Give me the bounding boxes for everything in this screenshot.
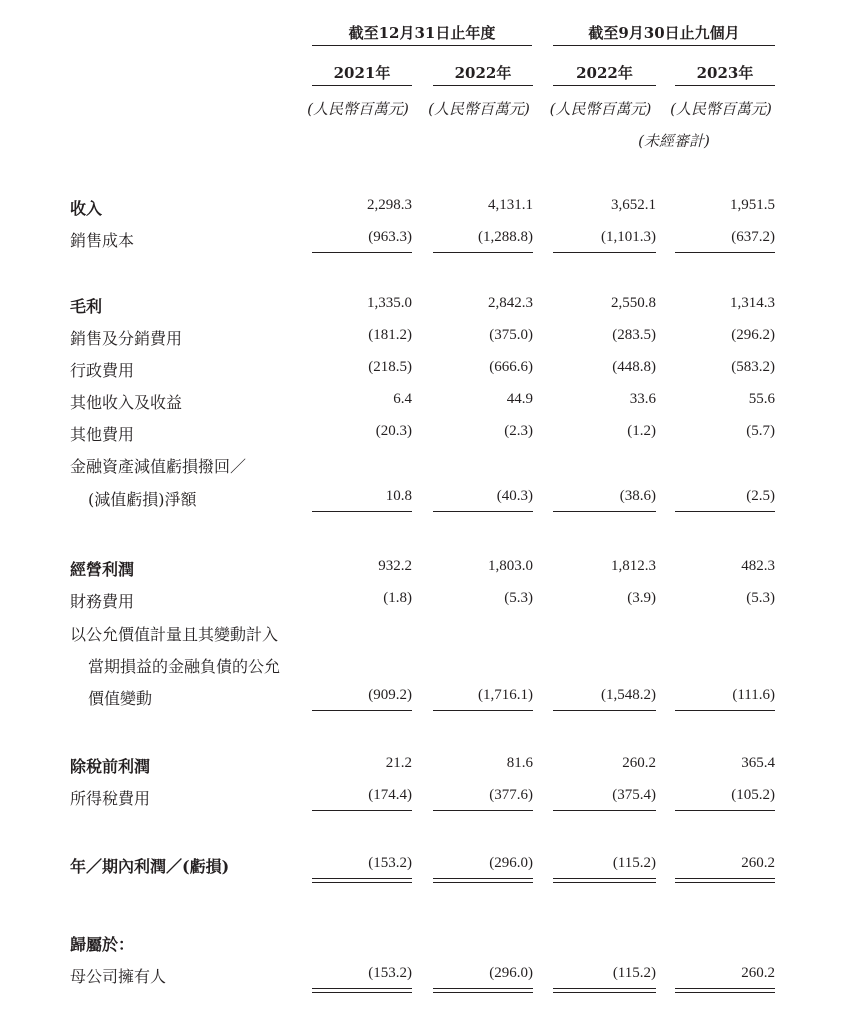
cell-value: (218.5): [368, 359, 412, 375]
row-label: 財務費用: [70, 592, 135, 611]
cell-value: (296.0): [489, 855, 533, 871]
year-header: 2022年: [576, 64, 633, 82]
cell-value: (448.8): [612, 359, 656, 375]
cell-value: (40.3): [496, 488, 533, 504]
subtotal-rule: [675, 511, 775, 512]
cell-value: (115.2): [612, 855, 656, 871]
year-rule: [433, 85, 533, 86]
cell-value: 260.2: [741, 855, 775, 871]
cell-value: 4,131.1: [488, 197, 533, 213]
cell-value: (5.3): [504, 590, 533, 606]
row-label: 以公允價值計量且其變動計入: [70, 625, 279, 644]
cell-value: 21.2: [385, 755, 412, 771]
total-double-rule: [312, 988, 412, 993]
cell-value: (5.3): [746, 590, 775, 606]
row-label: 母公司擁有人: [70, 967, 167, 986]
subtotal-rule: [553, 252, 656, 253]
row-label: 其他費用: [70, 425, 135, 444]
year-header: 2021年: [333, 64, 391, 82]
header-rule: [553, 45, 775, 46]
subtotal-rule: [312, 511, 412, 512]
row-label: 當期損益的金融負債的公允: [88, 657, 281, 676]
row-label: 收入: [70, 199, 103, 218]
cell-value: 81.6: [506, 755, 533, 771]
cell-value: (181.2): [368, 327, 412, 343]
cell-value: (20.3): [375, 423, 412, 439]
row-label: 銷售成本: [70, 231, 135, 250]
year-rule: [675, 85, 775, 86]
cell-value: (1.2): [627, 423, 656, 439]
subtotal-rule: [433, 810, 533, 811]
unit-label: (人民幣百萬元): [428, 100, 530, 118]
total-double-rule: [433, 988, 533, 993]
row-label: 金融資產減值虧損撥回／: [70, 457, 247, 476]
total-double-rule: [312, 878, 412, 883]
unit-label: (人民幣百萬元): [549, 100, 652, 118]
subtotal-rule: [675, 810, 775, 811]
subtotal-rule: [433, 252, 533, 253]
row-label: 歸屬於：: [70, 935, 135, 954]
total-double-rule: [553, 878, 656, 883]
row-label: 除稅前利潤: [70, 757, 151, 776]
cell-value: (111.6): [732, 687, 775, 703]
cell-value: (115.2): [612, 965, 656, 981]
cell-value: 1,803.0: [488, 558, 533, 574]
total-double-rule: [553, 988, 656, 993]
row-label: 年／期內利潤／(虧損): [70, 857, 230, 876]
row-label: 價值變動: [88, 689, 153, 708]
subtotal-rule: [433, 710, 533, 711]
cell-value: 2,550.8: [611, 295, 656, 311]
row-label: (減值虧損)淨額: [88, 490, 197, 509]
cell-value: (1,101.3): [601, 229, 656, 245]
cell-value: (583.2): [731, 359, 775, 375]
header-rule: [312, 45, 532, 46]
cell-value: (2.5): [746, 488, 775, 504]
cell-value: (909.2): [368, 687, 412, 703]
year-rule: [312, 85, 412, 86]
subtotal-rule: [675, 710, 775, 711]
cell-value: (153.2): [368, 965, 412, 981]
cell-value: 365.4: [741, 755, 775, 771]
row-label: 銷售及分銷費用: [70, 329, 183, 348]
year-header: 2022年: [454, 64, 512, 82]
cell-value: 6.4: [393, 391, 412, 407]
cell-value: (296.0): [489, 965, 533, 981]
subtotal-rule: [312, 710, 412, 711]
row-label: 經營利潤: [70, 560, 135, 579]
row-label: 行政費用: [70, 361, 135, 380]
subtotal-rule: [675, 252, 775, 253]
cell-value: (963.3): [368, 229, 412, 245]
subtotal-rule: [553, 710, 656, 711]
cell-value: (283.5): [612, 327, 656, 343]
cell-value: 2,298.3: [367, 197, 412, 213]
cell-value: (1,288.8): [478, 229, 533, 245]
cell-value: (153.2): [368, 855, 412, 871]
cell-value: 2,842.3: [488, 295, 533, 311]
cell-value: 1,335.0: [367, 295, 412, 311]
row-label: 毛利: [70, 297, 103, 316]
cell-value: (5.7): [746, 423, 775, 439]
cell-value: (2.3): [504, 423, 533, 439]
cell-value: (637.2): [731, 229, 775, 245]
cell-value: (377.6): [489, 787, 533, 803]
total-double-rule: [433, 878, 533, 883]
cell-value: 10.8: [385, 488, 412, 504]
subtotal-rule: [312, 252, 412, 253]
subtotal-rule: [553, 511, 656, 512]
cell-value: (296.2): [731, 327, 775, 343]
cell-value: (38.6): [619, 488, 656, 504]
cell-value: (1,716.1): [478, 687, 533, 703]
cell-value: 44.9: [506, 391, 533, 407]
total-double-rule: [675, 988, 775, 993]
period-header-fy: 截至12月31日止年度: [348, 24, 496, 42]
total-double-rule: [675, 878, 775, 883]
cell-value: 1,951.5: [730, 197, 775, 213]
unaudited-label: (未經審計): [638, 132, 710, 150]
row-label: 所得稅費用: [70, 789, 151, 808]
subtotal-rule: [433, 511, 533, 512]
cell-value: (1.8): [383, 590, 412, 606]
cell-value: 260.2: [741, 965, 775, 981]
cell-value: (174.4): [368, 787, 412, 803]
cell-value: 932.2: [378, 558, 412, 574]
cell-value: 33.6: [629, 391, 656, 407]
subtotal-rule: [312, 810, 412, 811]
unit-label: (人民幣百萬元): [307, 100, 409, 118]
cell-value: 1,314.3: [730, 295, 775, 311]
cell-value: (105.2): [731, 787, 775, 803]
cell-value: 3,652.1: [611, 197, 656, 213]
cell-value: 55.6: [748, 391, 775, 407]
year-header: 2023年: [696, 64, 754, 82]
cell-value: (375.0): [489, 327, 533, 343]
cell-value: 1,812.3: [611, 558, 656, 574]
subtotal-rule: [553, 810, 656, 811]
year-rule: [553, 85, 656, 86]
period-header-9m: 截至9月30日止九個月: [588, 24, 740, 42]
cell-value: (666.6): [489, 359, 533, 375]
cell-value: (1,548.2): [601, 687, 656, 703]
unit-label: (人民幣百萬元): [670, 100, 772, 118]
cell-value: (3.9): [627, 590, 656, 606]
cell-value: 260.2: [622, 755, 656, 771]
row-label: 其他收入及收益: [70, 393, 183, 412]
cell-value: (375.4): [612, 787, 656, 803]
cell-value: 482.3: [741, 558, 775, 574]
